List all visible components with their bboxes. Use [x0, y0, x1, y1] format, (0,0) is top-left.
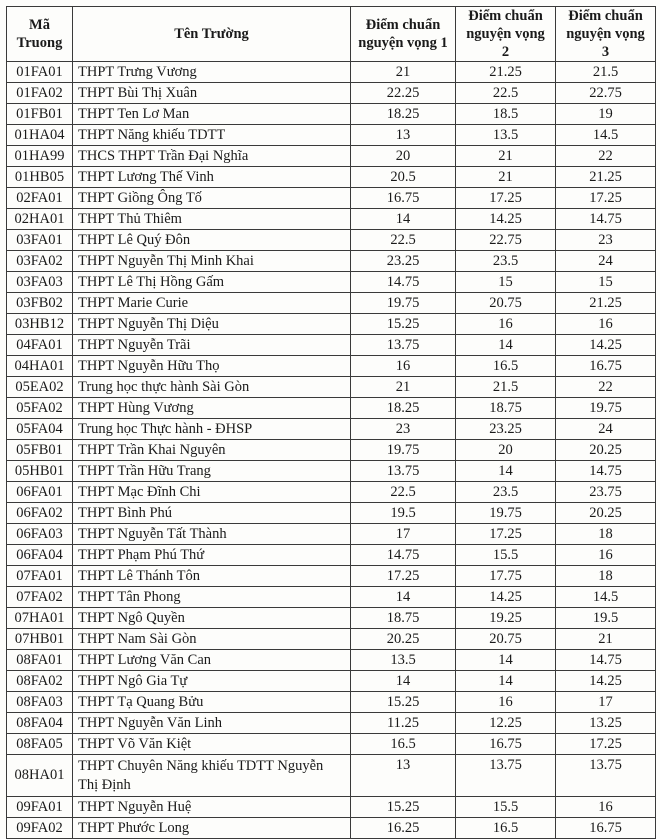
school-name-cell: THPT Lê Thánh Tôn	[73, 566, 351, 587]
table-row	[7, 335, 656, 356]
table-row	[7, 314, 656, 335]
score-nv1-cell: 18.25	[351, 398, 456, 419]
score-nv2-cell: 23.5	[456, 251, 556, 272]
score-nv3-cell: 21.25	[556, 293, 656, 314]
table-row	[7, 608, 656, 629]
score-nv2-cell: 14	[456, 461, 556, 482]
table-row	[7, 755, 656, 797]
school-name-cell: THPT Tân Phong	[73, 587, 351, 608]
score-nv1-cell: 22.5	[351, 230, 456, 251]
score-nv3-cell: 16	[556, 314, 656, 335]
school-code-cell: 03FA01	[7, 230, 73, 251]
table-row	[7, 650, 656, 671]
score-nv2-cell: 18.75	[456, 398, 556, 419]
score-nv1-cell: 15.25	[351, 314, 456, 335]
school-name-cell: THPT Bình Phú	[73, 503, 351, 524]
score-nv2-cell: 13.75	[456, 755, 556, 797]
table-row	[7, 398, 656, 419]
school-code-cell: 06FA04	[7, 545, 73, 566]
school-name-cell: THPT Ngô Gia Tự	[73, 671, 351, 692]
score-nv1-cell: 19.75	[351, 293, 456, 314]
score-nv3-cell: 14.75	[556, 461, 656, 482]
score-nv3-cell: 17.25	[556, 734, 656, 755]
score-nv1-cell: 20.5	[351, 167, 456, 188]
school-code-cell: 03FA02	[7, 251, 73, 272]
score-nv2-cell: 15.5	[456, 797, 556, 818]
school-code-cell: 06FA02	[7, 503, 73, 524]
score-nv1-cell: 23.25	[351, 251, 456, 272]
school-name-cell: THPT Tạ Quang Bửu	[73, 692, 351, 713]
score-nv3-cell: 16.75	[556, 356, 656, 377]
score-nv1-cell: 14	[351, 671, 456, 692]
school-code-cell: 04FA01	[7, 335, 73, 356]
school-name-cell: THPT Võ Văn Kiệt	[73, 734, 351, 755]
score-nv3-cell: 22	[556, 146, 656, 167]
score-nv2-cell: 21	[456, 167, 556, 188]
score-nv3-cell: 17.25	[556, 188, 656, 209]
table-row	[7, 209, 656, 230]
table-row	[7, 797, 656, 818]
score-nv2-cell: 14	[456, 335, 556, 356]
score-nv1-cell: 13	[351, 755, 456, 797]
table-row	[7, 230, 656, 251]
score-nv1-cell: 16.75	[351, 188, 456, 209]
school-code-cell: 03FB02	[7, 293, 73, 314]
table-row	[7, 734, 656, 755]
score-nv2-cell: 21.5	[456, 377, 556, 398]
table-row	[7, 692, 656, 713]
score-nv3-cell: 16	[556, 545, 656, 566]
table-row	[7, 146, 656, 167]
school-code-cell: 03FA03	[7, 272, 73, 293]
score-nv3-cell: 14.5	[556, 587, 656, 608]
school-code-cell: 01FA02	[7, 83, 73, 104]
score-nv2-cell: 19.75	[456, 503, 556, 524]
score-nv3-cell: 24	[556, 419, 656, 440]
score-nv3-cell: 17	[556, 692, 656, 713]
school-code-cell: 08FA03	[7, 692, 73, 713]
school-name-cell: THPT Giồng Ông Tố	[73, 188, 351, 209]
score-nv3-cell: 14.5	[556, 125, 656, 146]
score-nv2-cell: 16.75	[456, 734, 556, 755]
score-nv1-cell: 18.25	[351, 104, 456, 125]
score-nv1-cell: 20.25	[351, 629, 456, 650]
score-nv3-cell: 16.75	[556, 818, 656, 839]
school-name-cell: THPT Nguyễn Tất Thành	[73, 524, 351, 545]
table-row	[7, 104, 656, 125]
score-nv3-cell: 14.25	[556, 335, 656, 356]
school-code-cell: 01FB01	[7, 104, 73, 125]
header-score-nv3: Điểm chuẩn nguyện vọng 3	[556, 7, 656, 62]
score-nv3-cell: 19.5	[556, 608, 656, 629]
table-row	[7, 503, 656, 524]
school-code-cell: 06FA01	[7, 482, 73, 503]
school-name-cell: THPT Bùi Thị Xuân	[73, 83, 351, 104]
school-name-cell: THPT Lương Văn Can	[73, 650, 351, 671]
score-nv3-cell: 22	[556, 377, 656, 398]
score-nv2-cell: 21	[456, 146, 556, 167]
score-nv2-cell: 22.5	[456, 83, 556, 104]
school-code-cell: 02HA01	[7, 209, 73, 230]
score-nv2-cell: 14.25	[456, 209, 556, 230]
school-name-cell: THPT Ten Lơ Man	[73, 104, 351, 125]
score-nv3-cell: 21	[556, 629, 656, 650]
school-name-cell: THPT Trần Hữu Trang	[73, 461, 351, 482]
score-nv2-cell: 20.75	[456, 293, 556, 314]
score-nv2-cell: 16.5	[456, 818, 556, 839]
score-nv3-cell: 23.75	[556, 482, 656, 503]
school-code-cell: 08HA01	[7, 755, 73, 797]
header-score-nv2: Điểm chuẩn nguyện vọng 2	[456, 7, 556, 62]
school-code-cell: 07HA01	[7, 608, 73, 629]
school-name-cell: THPT Phạm Phú Thứ	[73, 545, 351, 566]
score-nv3-cell: 14.75	[556, 209, 656, 230]
school-code-cell: 05FB01	[7, 440, 73, 461]
score-nv3-cell: 20.25	[556, 440, 656, 461]
score-nv3-cell: 18	[556, 524, 656, 545]
score-nv3-cell: 22.75	[556, 83, 656, 104]
school-name-cell: THPT Ngô Quyền	[73, 608, 351, 629]
school-code-cell: 08FA01	[7, 650, 73, 671]
score-nv1-cell: 13	[351, 125, 456, 146]
score-nv2-cell: 14	[456, 650, 556, 671]
school-code-cell: 08FA04	[7, 713, 73, 734]
score-nv1-cell: 17	[351, 524, 456, 545]
table-row	[7, 62, 656, 83]
school-code-cell: 01FA01	[7, 62, 73, 83]
score-nv2-cell: 19.25	[456, 608, 556, 629]
score-nv3-cell: 23	[556, 230, 656, 251]
score-nv2-cell: 15.5	[456, 545, 556, 566]
score-nv2-cell: 23.5	[456, 482, 556, 503]
school-name-cell: THPT Nguyễn Thị Diệu	[73, 314, 351, 335]
school-code-cell: 08FA02	[7, 671, 73, 692]
score-nv2-cell: 20.75	[456, 629, 556, 650]
school-name-cell: THPT Mạc Đĩnh Chi	[73, 482, 351, 503]
score-nv2-cell: 22.75	[456, 230, 556, 251]
score-nv2-cell: 13.5	[456, 125, 556, 146]
school-name-cell: THPT Nguyễn Trãi	[73, 335, 351, 356]
table-row	[7, 545, 656, 566]
table-row	[7, 272, 656, 293]
score-nv1-cell: 21	[351, 62, 456, 83]
table-row	[7, 377, 656, 398]
school-code-cell: 07FA01	[7, 566, 73, 587]
score-nv2-cell: 16.5	[456, 356, 556, 377]
table-row	[7, 167, 656, 188]
school-code-cell: 05FA04	[7, 419, 73, 440]
school-name-cell: THPT Trưng Vương	[73, 62, 351, 83]
score-nv1-cell: 15.25	[351, 797, 456, 818]
score-nv1-cell: 14	[351, 209, 456, 230]
school-code-cell: 02FA01	[7, 188, 73, 209]
score-nv2-cell: 15	[456, 272, 556, 293]
school-name-cell: THPT Lê Thị Hồng Gấm	[73, 272, 351, 293]
score-nv2-cell: 17.75	[456, 566, 556, 587]
score-nv1-cell: 16.5	[351, 734, 456, 755]
table-row	[7, 482, 656, 503]
score-nv1-cell: 14.75	[351, 272, 456, 293]
score-nv3-cell: 24	[556, 251, 656, 272]
school-name-cell: THPT Lương Thế Vinh	[73, 167, 351, 188]
school-name-cell: THPT Thủ Thiêm	[73, 209, 351, 230]
score-nv1-cell: 18.75	[351, 608, 456, 629]
score-nv3-cell: 20.25	[556, 503, 656, 524]
score-nv2-cell: 16	[456, 692, 556, 713]
table-row	[7, 356, 656, 377]
score-nv3-cell: 18	[556, 566, 656, 587]
table-row	[7, 587, 656, 608]
school-name-cell: THPT Năng khiếu TDTT	[73, 125, 351, 146]
score-nv1-cell: 11.25	[351, 713, 456, 734]
score-nv3-cell: 19	[556, 104, 656, 125]
school-code-cell: 09FA01	[7, 797, 73, 818]
school-code-cell: 09FA02	[7, 818, 73, 839]
score-nv1-cell: 19.5	[351, 503, 456, 524]
table-row	[7, 566, 656, 587]
header-school-name: Tên Trường	[73, 7, 351, 62]
score-nv2-cell: 17.25	[456, 188, 556, 209]
score-nv3-cell: 21.5	[556, 62, 656, 83]
score-nv3-cell: 13.25	[556, 713, 656, 734]
score-nv2-cell: 17.25	[456, 524, 556, 545]
score-nv1-cell: 16	[351, 356, 456, 377]
table-row	[7, 524, 656, 545]
school-name-cell: THPT Nguyễn Thị Minh Khai	[73, 251, 351, 272]
school-code-cell: 05FA02	[7, 398, 73, 419]
table-row	[7, 713, 656, 734]
table-row	[7, 419, 656, 440]
score-nv3-cell: 15	[556, 272, 656, 293]
school-code-cell: 04HA01	[7, 356, 73, 377]
header-school-code: Mã Truong	[7, 7, 73, 62]
score-nv1-cell: 13.75	[351, 461, 456, 482]
score-nv1-cell: 14.75	[351, 545, 456, 566]
score-nv2-cell: 20	[456, 440, 556, 461]
score-nv1-cell: 22.5	[351, 482, 456, 503]
school-code-cell: 07HB01	[7, 629, 73, 650]
school-code-cell: 06FA03	[7, 524, 73, 545]
school-code-cell: 08FA05	[7, 734, 73, 755]
table-body	[7, 62, 656, 839]
score-nv3-cell: 19.75	[556, 398, 656, 419]
score-nv1-cell: 13.75	[351, 335, 456, 356]
school-name-cell: THPT Chuyên Năng khiếu TDTT Nguyễn Thị Định	[73, 755, 351, 797]
score-nv3-cell: 21.25	[556, 167, 656, 188]
school-code-cell: 07FA02	[7, 587, 73, 608]
score-nv2-cell: 18.5	[456, 104, 556, 125]
score-nv1-cell: 14	[351, 587, 456, 608]
score-nv3-cell: 16	[556, 797, 656, 818]
score-nv2-cell: 14	[456, 671, 556, 692]
school-code-cell: 03HB12	[7, 314, 73, 335]
table-row	[7, 83, 656, 104]
score-nv2-cell: 23.25	[456, 419, 556, 440]
score-nv1-cell: 13.5	[351, 650, 456, 671]
school-name-cell: THPT Nam Sài Gòn	[73, 629, 351, 650]
school-code-cell: 05EA02	[7, 377, 73, 398]
school-code-cell: 01HB05	[7, 167, 73, 188]
school-code-cell: 05HB01	[7, 461, 73, 482]
table-row	[7, 251, 656, 272]
score-nv2-cell: 12.25	[456, 713, 556, 734]
score-nv1-cell: 23	[351, 419, 456, 440]
table-row	[7, 125, 656, 146]
table-row	[7, 629, 656, 650]
school-name-cell: THPT Nguyễn Huệ	[73, 797, 351, 818]
score-nv2-cell: 14.25	[456, 587, 556, 608]
table-row	[7, 461, 656, 482]
school-name-cell: THPT Phước Long	[73, 818, 351, 839]
score-nv1-cell: 22.25	[351, 83, 456, 104]
school-name-cell: THPT Lê Quý Đôn	[73, 230, 351, 251]
document-page	[6, 6, 656, 839]
score-nv3-cell: 13.75	[556, 755, 656, 797]
table-row	[7, 293, 656, 314]
school-name-cell: THCS THPT Trần Đại Nghĩa	[73, 146, 351, 167]
score-nv2-cell: 16	[456, 314, 556, 335]
admission-scores-table	[6, 6, 656, 839]
header-score-nv1: Điểm chuẩn nguyện vọng 1	[351, 7, 456, 62]
school-name-cell: THPT Trần Khai Nguyên	[73, 440, 351, 461]
score-nv1-cell: 17.25	[351, 566, 456, 587]
score-nv1-cell: 21	[351, 377, 456, 398]
school-name-cell: THPT Hùng Vương	[73, 398, 351, 419]
score-nv3-cell: 14.25	[556, 671, 656, 692]
school-name-cell: Trung học thực hành Sài Gòn	[73, 377, 351, 398]
score-nv1-cell: 16.25	[351, 818, 456, 839]
school-code-cell: 01HA04	[7, 125, 73, 146]
score-nv2-cell: 21.25	[456, 62, 556, 83]
score-nv3-cell: 14.75	[556, 650, 656, 671]
score-nv1-cell: 19.75	[351, 440, 456, 461]
school-name-cell: Trung học Thực hành - ĐHSP	[73, 419, 351, 440]
score-nv1-cell: 20	[351, 146, 456, 167]
school-name-cell: THPT Marie Curie	[73, 293, 351, 314]
school-name-cell: THPT Nguyễn Văn Linh	[73, 713, 351, 734]
school-name-cell: THPT Nguyễn Hữu Thọ	[73, 356, 351, 377]
table-row	[7, 188, 656, 209]
table-header-row	[7, 7, 656, 62]
table-row	[7, 818, 656, 839]
table-row	[7, 440, 656, 461]
table-row	[7, 671, 656, 692]
school-code-cell: 01HA99	[7, 146, 73, 167]
score-nv1-cell: 15.25	[351, 692, 456, 713]
